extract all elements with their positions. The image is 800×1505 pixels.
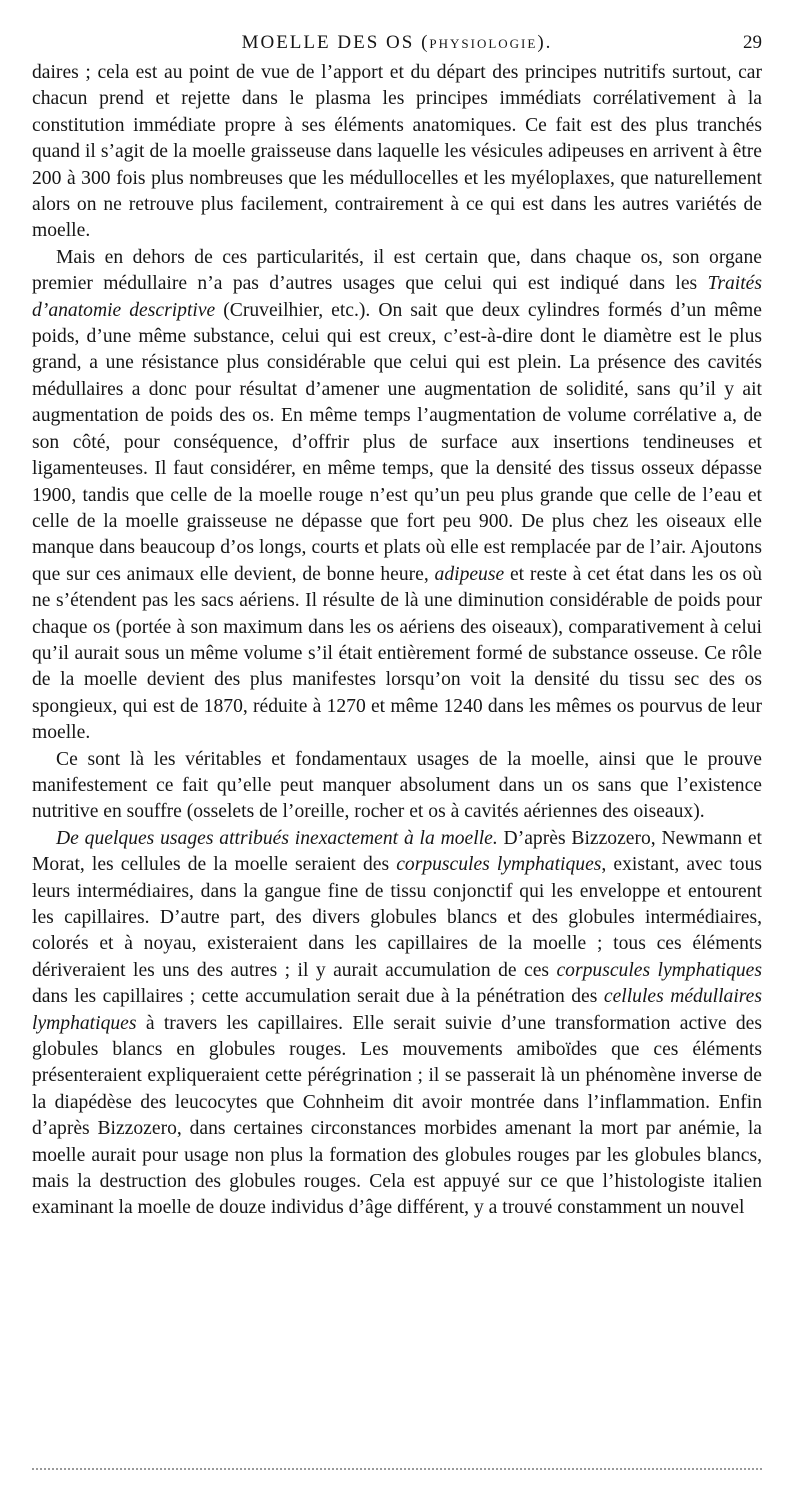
paragraph-3-text: Ce sont là les véritables et fondamentaux usages de la moelle, ainsi que le prouve manifestement ce fait qu’elle peut manquer absolument dans un os sans que l’existence nutritive en souffre (osselets de l’oreille, rocher et os à cavités aériennes des oiseaux). (32, 748, 762, 823)
paragraph-4-text-d: à travers les capillaires. Elle serait suivie d’une transformation active des globules blancs en globules rouges. Les mouvements amiboïdes que ces éléments présenteraient expliqueraient cette pérégrination ; il se passerait là un phénomène inverse de la diapédèse des leucocytes que Cohnheim dit avoir montrée dans l’inflammation. Enfin d’après Bizzozero, dans certaines circonstances morbides amenant la mort par anémie, la moelle aurait pour usage non plus la formation des globules rouges par les globules blancs, mais la destruction des globules rouges. Cela est appuyé sur ce que l’histologiste italien examinant la moelle de douze individus d’âge différent, y a trouvé constamment un nouvel (32, 1012, 762, 1219)
paragraph-1-text: daires ; cela est au point de vue de l’apport et du départ des principes nutritifs surtout, car chacun prend et rejette dans le plasma les principes immédiats corrélativement à la constitution immédiate propre à ses éléments anatomiques. Ce fait est des plus tranchés quand il s’agit de la moelle graisseuse dans laquelle les vésicules adipeuses en arrivent à être 200 à 300 fois plus nombreuses que les médullocelles et les myéloplaxes, que naturellement alors on ne retrouve plus facilement, contrairement à ce qui est dans les autres variétés de moelle. (32, 62, 762, 242)
paragraph-4 (32, 826, 762, 1222)
paragraph-4-text-b: , existant, avec tous leurs intermédiaires, dans la gangue fine de tissu conjonctif qui les enveloppe et entourent les capillaires. D’autre part, des divers globules blancs et des globules intermédiaires, colorés et à noyau, existeraient dans les capillaires de la moelle ; tous ces éléments dériveraient les uns des autres ; il y aurait accumulation de ces (32, 854, 762, 981)
paragraph-2-text-c: et reste à cet état dans les os où ne s’étendent pas les sacs aériens. Il résulte de là une diminution considérable de poids pour chaque os (portée à son maximum dans les os aériens des oiseaux), comparativement à celui qu’il aurait sous un même volume s’il était entièrement formé de substance osseuse. Ce rôle de la moelle devient des plus manifestes lorsqu’on voit la densité du tissu sec des os spongieux, qui est de 1870, réduite à 1270 et même 1240 dans les mêmes os pourvus de leur moelle. (32, 563, 762, 744)
paragraph-2-text-b: (Cruveilhier, etc.). On sait que deux cylindres formés d’un même poids, d’une même substance, celui qui est creux, c’est-à-dire dont le diamètre est le plus grand, a une résistance plus considérable que celui qui est plein. La présence des cavités médullaires a donc pour résultat d’amener une augmentation de solidité, sans qu’il y ait augmentation de poids des os. En même temps l’augmentation de volume corrélative a, de son côté, pour conséquence, d’offrir plus de surface aux insertions tendineuses et ligamenteuses. Il faut considérer, en même temps, que la densité des tissus osseux dépasse 1900, tandis que celle de la moelle rouge n’est qu’un peu plus grande que celle de l’eau et celle de la moelle graisseuse ne dépasse que fort peu 900. De plus chez les oiseaux elle manque dans beaucoup d’os longs, courts et plats où elle est remplacée par de l’air. Ajoutons que sur ces animaux elle devient, de bonne heure, (32, 299, 762, 585)
section-name: PHYSIOLOGIE (429, 36, 538, 51)
italic-cellules-medullaires: cellules médullaires lymphatiques (32, 986, 762, 1034)
running-title-text: MOELLE DES OS (241, 32, 415, 53)
section-heading-usages: De quelques usages attribués inexactement à la moelle. (56, 827, 498, 849)
paragraph-2 (32, 245, 762, 747)
italic-traites-anatomie: Traités d’anatomie descriptive (32, 273, 762, 321)
paragraph-4-text-c: dans les capillaires ; cette accumulation serait due à la pénétration des (32, 986, 604, 1008)
section-open: ( (421, 32, 430, 53)
italic-corpuscules-lymphatiques-2: corpuscules lymphatiques (556, 959, 763, 981)
page-number: 29 (743, 32, 762, 53)
italic-adipeuse: adipeuse (434, 563, 505, 585)
paragraph-3 (32, 747, 762, 826)
footer-dotted-rule (32, 1468, 762, 1472)
running-title (32, 32, 762, 54)
italic-corpuscules-lymphatiques-1: corpuscules lymphatiques (396, 854, 602, 876)
section-close: ). (537, 32, 553, 53)
paragraph-1 (32, 60, 762, 245)
page-header (32, 32, 762, 56)
paragraph-2-text-a: Mais en dehors de ces particularités, il est certain que, dans chaque os, son organe premier médullaire n’a pas d’autres usages que celui qui est indiqué dans les (32, 246, 762, 295)
paragraph-4-text-a: D’après Bizzozero, Newmann et Morat, les cellules de la moelle seraient des (32, 827, 762, 876)
body-text (32, 60, 762, 1222)
